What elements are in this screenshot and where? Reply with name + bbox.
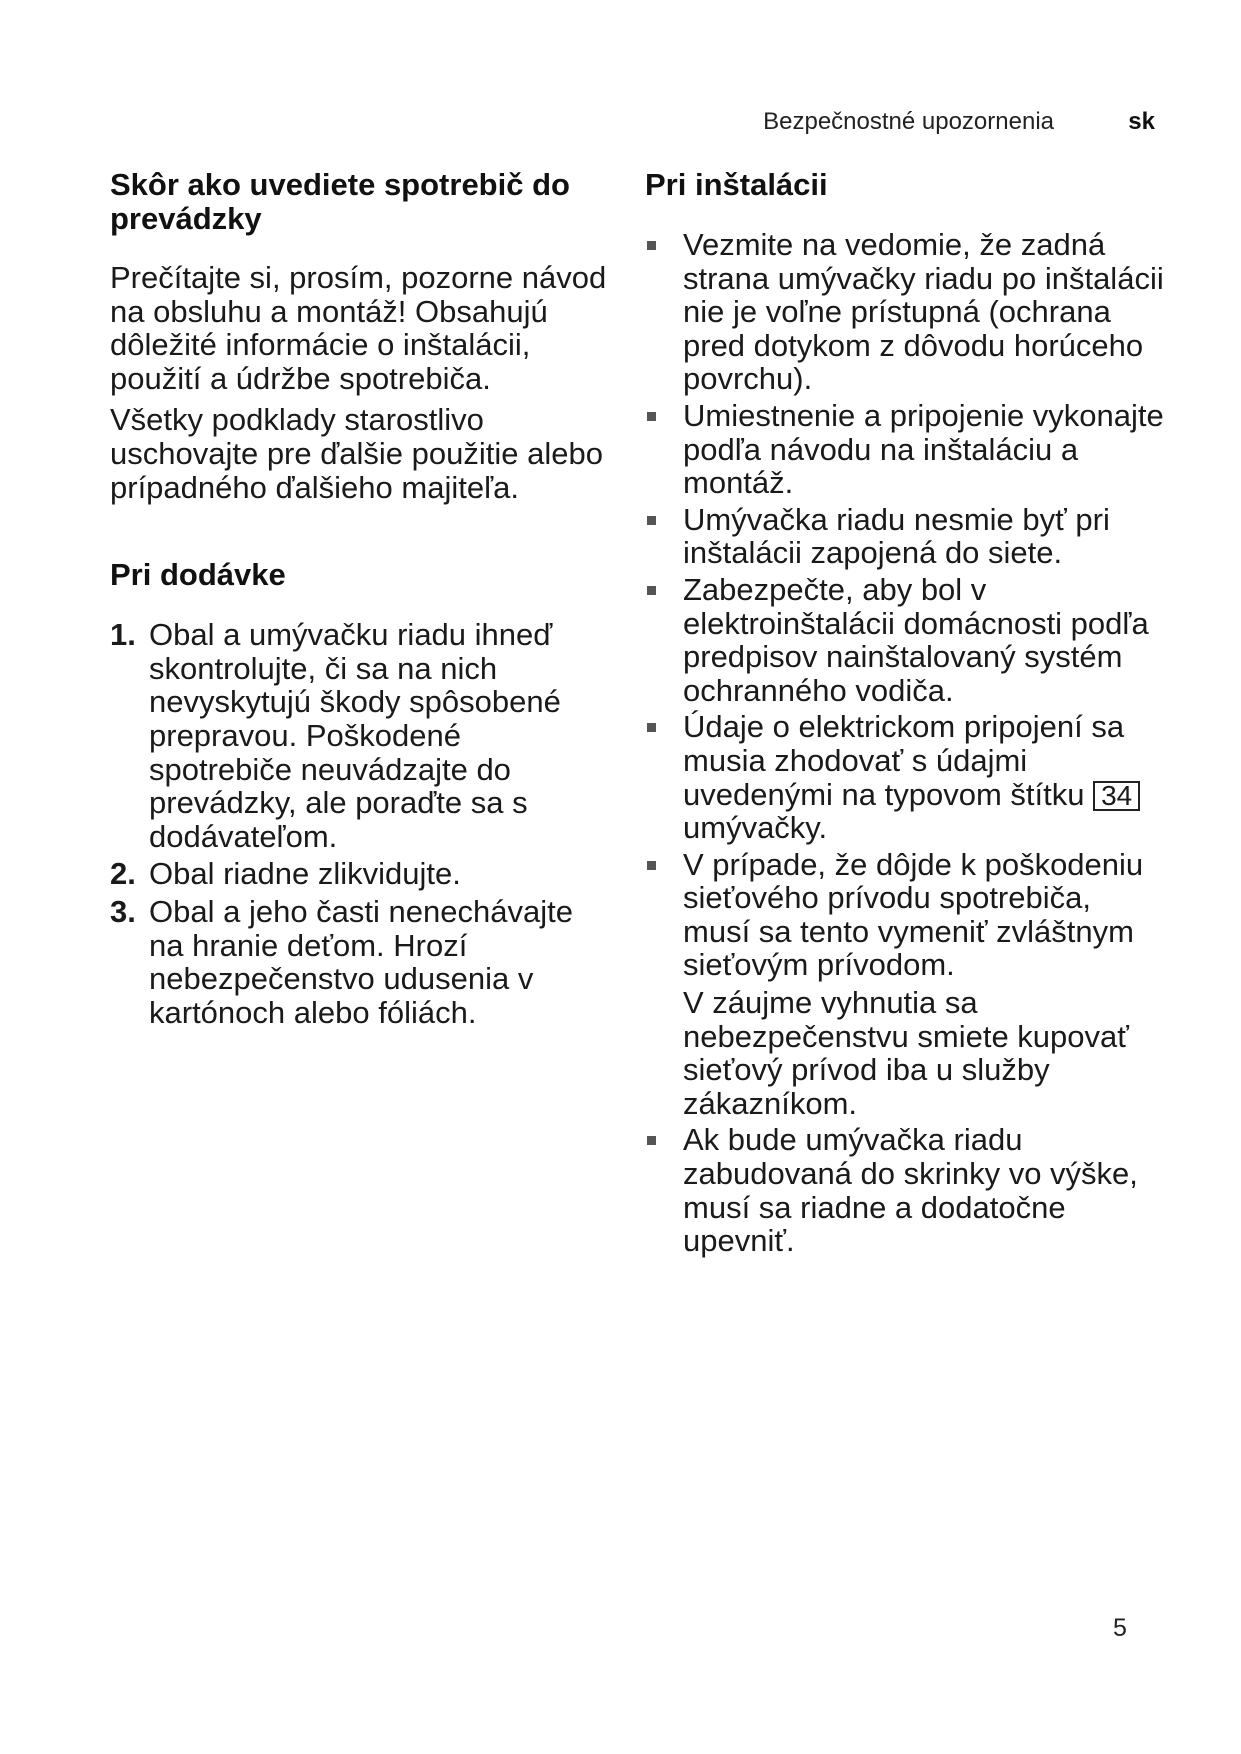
list-item: [110, 857, 610, 891]
list-item: [645, 573, 1165, 707]
header-language-code: sk: [1128, 108, 1155, 135]
bullet-text: Umývačka riadu nesmie byť pri inštalácii zapojená do siete.: [683, 501, 1110, 571]
list-item: [110, 895, 610, 1029]
square-bullet-icon: [647, 241, 656, 250]
page-number: 5: [1113, 1614, 1127, 1642]
bullet-text-tail: umývačky.: [683, 810, 828, 846]
figure-reference-box: 34: [1093, 781, 1140, 811]
left-column: [110, 168, 610, 1029]
bullet-note: V záujme vyhnutia sa nebezpečenstvu smiete kupovať sieťový prívod iba u služby zákazníkom.: [683, 985, 1129, 1121]
square-bullet-icon: [647, 586, 656, 595]
heading-installation: Pri inštalácii: [645, 167, 828, 202]
delivery-steps-list: [110, 618, 610, 1029]
step-text: Obal riadne zlikvidujte.: [149, 856, 461, 892]
square-bullet-icon: [647, 861, 656, 870]
step-number: 2.: [110, 856, 136, 892]
square-bullet-icon: [647, 723, 656, 732]
installation-bullets-list: [645, 228, 1165, 1258]
list-item: [645, 503, 1165, 570]
list-item: [645, 710, 1165, 844]
step-number: 1.: [110, 617, 136, 653]
list-item: [110, 618, 610, 853]
right-column: [645, 168, 1165, 1258]
page-header: [0, 108, 1241, 142]
heading-before-use: Skôr ako uvediete spotrebič do prevádzky: [110, 167, 570, 236]
bullet-text: V prípade, že dôjde k poškodeniu sieťového prívodu spotrebiča, musí sa tento vymeniť zvláštnym sieťovým prívodom.: [683, 846, 1144, 983]
heading-on-delivery: Pri dodávke: [110, 557, 286, 593]
step-text: Obal a umývačku riadu ihneď skontrolujte, či sa na nich nevyskytujú škody spôsobené prepravou. Poškodené spotrebiče neuvádzajte do prevádzky, ale poraďte sa s dodávateľom.: [149, 617, 561, 854]
list-item: [645, 1123, 1165, 1257]
bullet-text: Vezmite na vedomie, že zadná strana umývačky riadu po inštalácii nie je voľne prístupná (ochrana pred dotykom z dôvodu horúceho povrchu).: [683, 227, 1164, 397]
step-text: Obal a jeho časti nenechávajte na hranie deťom. Hrozí nebezpečenstvo udusenia v kartónoch alebo fóliách.: [149, 893, 573, 1030]
bullet-text: Ak bude umývačka riadu zabudovaná do skrinky vo výške, musí sa riadne a dodatočne upevniť.: [683, 1122, 1138, 1259]
list-item: [645, 848, 1165, 1121]
bullet-text: Umiestnenie a pripojenie vykonajte podľa návodu na inštaláciu a montáž.: [683, 397, 1164, 501]
square-bullet-icon: [647, 516, 656, 525]
bullet-text: Údaje o elektrickom pripojení sa musia zhodovať s údajmi uvedenými na typovom štítku: [683, 709, 1125, 812]
paragraph-keep-documents: Všetky podklady starostlivo uschovajte pre ďalšie použitie alebo prípadného ďalšieho majiteľa.: [110, 402, 603, 505]
square-bullet-icon: [647, 1136, 656, 1145]
bullet-text: Zabezpečte, aby bol v elektroinštalácii domácnosti podľa predpisov nainštalovaný systém ochranného vodiča.: [683, 571, 1149, 708]
paragraph-read-manual: Prečítajte si, prosím, pozorne návod na obsluhu a montáž! Obsahujú dôležité informácie o inštalácii, použití a údržbe spotrebiča.: [110, 260, 607, 396]
list-item: [645, 399, 1165, 500]
header-section-title: Bezpečnostné upozornenia: [763, 108, 1054, 135]
square-bullet-icon: [647, 412, 656, 421]
step-number: 3.: [110, 893, 136, 929]
list-item: [645, 228, 1165, 396]
